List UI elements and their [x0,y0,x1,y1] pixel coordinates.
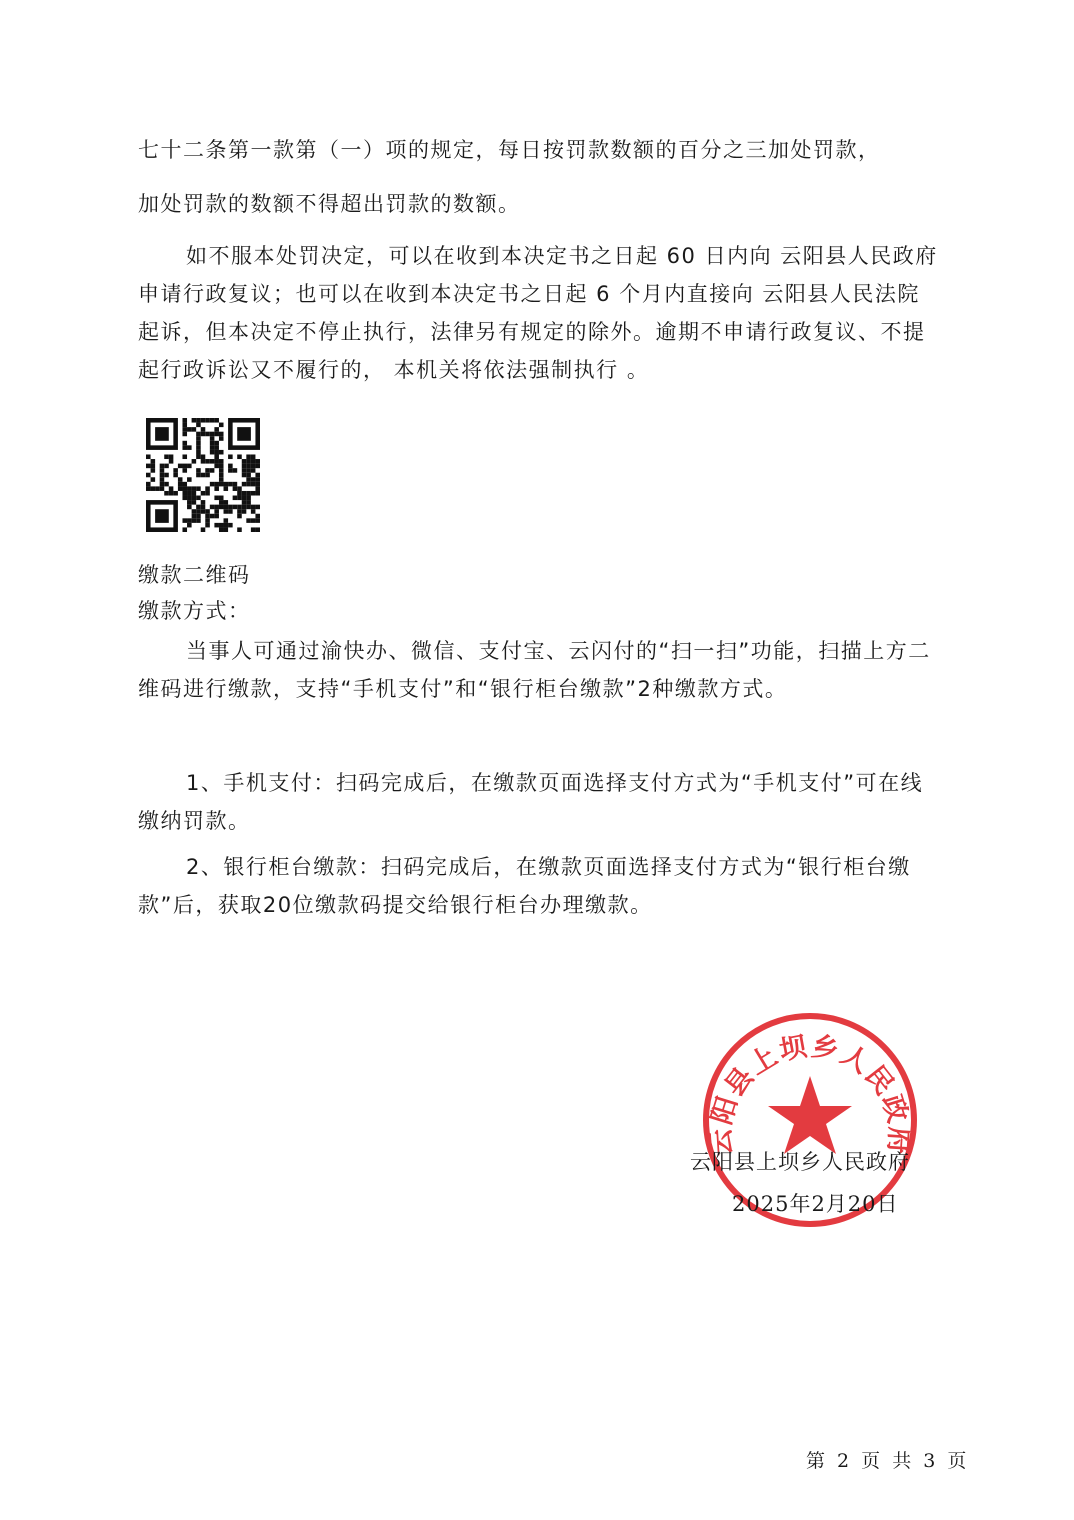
bank-payment-paragraph: 2、银行柜台缴款：扫码完成后，在缴款页面选择支付方式为“银行柜台缴款”后，获取20位缴款码提交给银行柜台办理缴款。 [138,855,911,917]
qr-caption: 缴款二维码 [138,563,251,587]
signature-date: 2025年2月20日 [732,1192,899,1216]
payment-heading: 缴款方式： [138,599,251,623]
seal-text: 云阳县上坝乡人民政府 [705,1030,915,1157]
payment-methods-paragraph: 当事人可通过渝快办、微信、支付宝、云闪付的“扫一扫”功能，扫描上方二维码进行缴款，支持“手机支付”和“银行柜台缴款”2种缴款方式。 [138,639,931,701]
star-icon [768,1076,852,1154]
mobile-payment-paragraph: 1、手机支付：扫码完成后，在缴款页面选择支付方式为“手机支付”可在线缴纳罚款。 [138,771,924,833]
page-number: 第 2 页 共 3 页 [806,1450,970,1472]
appeal-paragraph: 如不服本处罚决定，可以在收到本决定书之日起 60 日内向 云阳县人民政府 申请行政复议；也可以在收到本决定书之日起 6 个月内直接向 云阳县人民法院 起诉，但本决定不停止执行，法律另有规定的除外。逾期不申请行政复议、不提起行政诉讼又不履行的， 本机关将依法强制执行 。 [138,244,938,382]
payment-qr-code[interactable] [146,418,260,532]
body-line-1: 七十二条第一款第（一）项的规定，每日按罚款数额的百分之三加处罚款， [138,138,881,162]
body-line-2: 加处罚款的数额不得超出罚款的数额。 [138,192,521,216]
signature-org: 云阳县上坝乡人民政府 [690,1150,910,1174]
